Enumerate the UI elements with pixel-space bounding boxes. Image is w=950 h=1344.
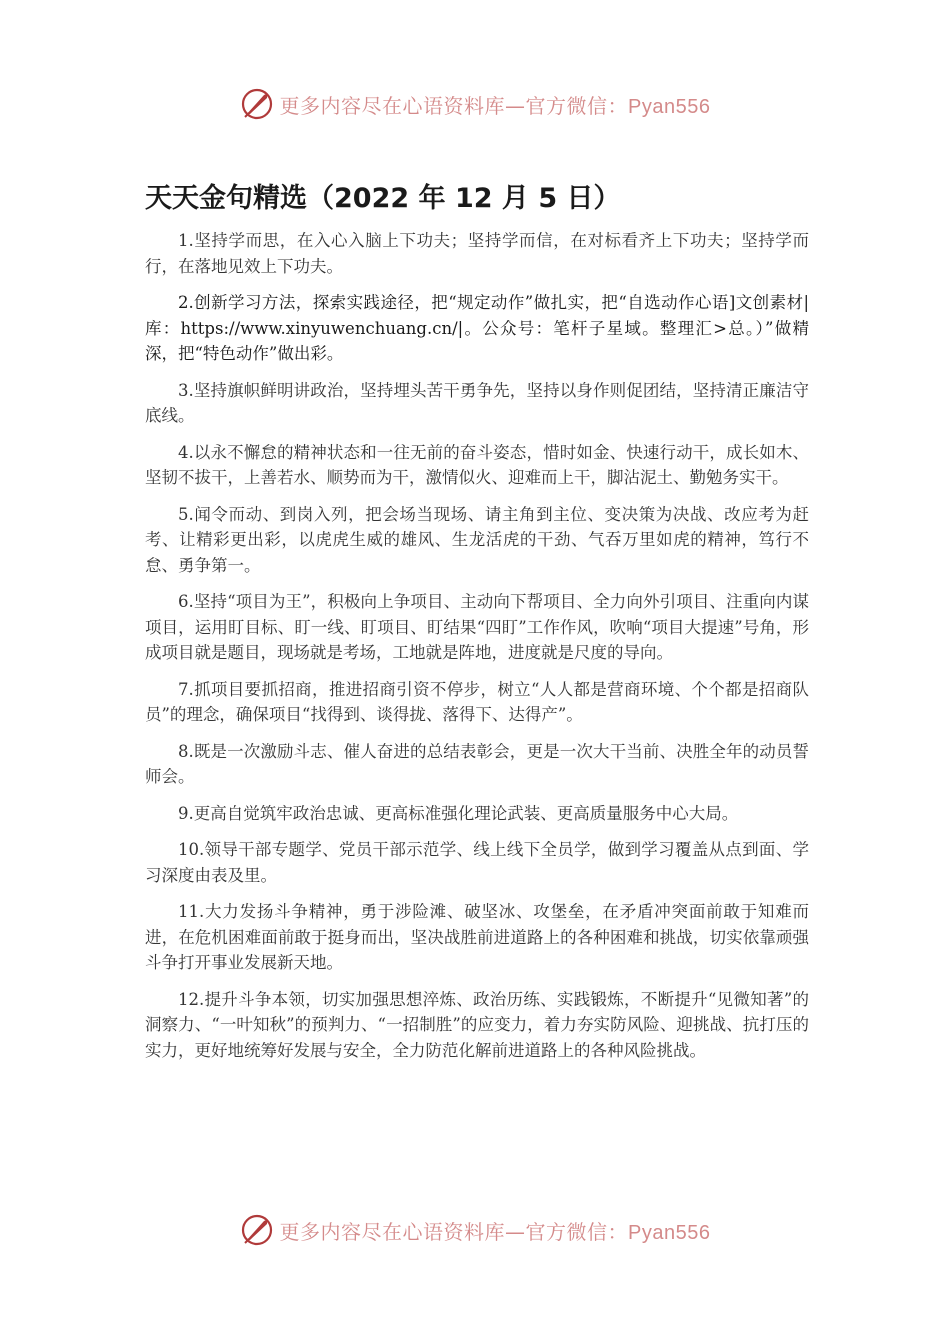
quote-list bbox=[145, 228, 809, 1074]
quill-logo-icon bbox=[240, 1213, 274, 1247]
header-banner bbox=[0, 84, 950, 124]
page-title: 天天金句精选（2022 年 12 月 5 日） bbox=[145, 183, 621, 214]
quote-paragraph-3: 3.坚持旗帜鲜明讲政治，坚持埋头苦干勇争先，坚持以身作则促团结，坚持清正廉洁守底线。 bbox=[145, 380, 809, 425]
wechat-id: Pyan556 bbox=[628, 95, 711, 118]
footer-banner bbox=[0, 1210, 950, 1250]
quote-paragraph-6: 6.坚持“项目为王”，积极向上争项目、主动向下帮项目、全力向外引项目、注重向内谋项目，运用盯目标、盯一线、盯项目、盯结果“四盯”工作作风，吹响“项目大提速”号角，形成项目就是题目，现场就是考场，工地就是阵地，进度就是尺度的导向。 bbox=[145, 592, 809, 662]
quote-paragraph-5: 5.闻令而动、到岗入列，把会场当现场、请主角到主位、变决策为决战、改应考为赶考、让精彩更出彩，以虎虎生威的雄风、生龙活虎的干劲、气吞万里如虎的精神，笃行不怠、勇争第一。 bbox=[145, 504, 809, 575]
quote-paragraph-9: 9.更高自觉筑牢政治忠诚、更高标准强化理论武装、更高质量服务中心大局。 bbox=[178, 803, 739, 823]
quote-paragraph-12: 12.提升斗争本领，切实加强思想淬炼、政治历练、实践锻炼，不断提升“见微知著”的洞察力、“一叶知秋”的预判力、“一招制胜”的应变力，着力夯实防风险、迎挑战、抗打压的实力，更好地统筹好发展与安全，全力防范化解前进道路上的各种风险挑战。 bbox=[145, 989, 809, 1060]
header-banner-text: 更多内容尽在心语资料库—官方微信：Pyan556 bbox=[279, 93, 711, 118]
quote-paragraph-8: 8.既是一次激励斗志、催人奋进的总结表彰会，更是一次大干当前、决胜全年的动员誓师会。 bbox=[145, 741, 809, 786]
quote-paragraph-1: 1.坚持学而思，在入心入脑上下功夫；坚持学而信，在对标看齐上下功夫；坚持学而行，在落地见效上下功夫。 bbox=[145, 231, 809, 276]
quote-paragraph-7: 7.抓项目要抓招商，推进招商引资不停步，树立“人人都是营商环境、个个都是招商队员”的理念，确保项目“找得到、谈得拢、落得下、达得产”。 bbox=[145, 679, 809, 724]
wechat-id: Pyan556 bbox=[628, 1221, 711, 1244]
quote-paragraph-4: 4.以永不懈怠的精神状态和一往无前的奋斗姿态，惜时如金、快速行动干，成长如木、坚韧不拔干，上善若水、顺势而为干，激情似火、迎难而上干，脚沾泥土、勤勉务实干。 bbox=[145, 442, 809, 487]
quill-logo-icon bbox=[240, 87, 274, 121]
quote-paragraph-11: 11.大力发扬斗争精神，勇于涉险滩、破坚冰、攻堡垒，在矛盾冲突面前敢于知难而进，在危机困难面前敢于挺身而出，坚决战胜前进道路上的各种困难和挑战，切实依靠顽强斗争打开事业发展新天地。 bbox=[145, 902, 809, 972]
footer-banner-text: 更多内容尽在心语资料库—官方微信：Pyan556 bbox=[279, 1219, 711, 1244]
quote-paragraph-2: 2.创新学习方法，探索实践途径，把“规定动作”做扎实，把“自选动作心语]文创素材|库：https://www.xinyuwenchuang.cn/|。公众号：笔杆子星域。整理汇>总。）”做精深，把“特色动作”做出彩。 bbox=[145, 293, 809, 363]
quote-paragraph-10: 10.领导干部专题学、党员干部示范学、线上线下全员学，做到学习覆盖从点到面、学习深度由表及里。 bbox=[145, 840, 809, 885]
